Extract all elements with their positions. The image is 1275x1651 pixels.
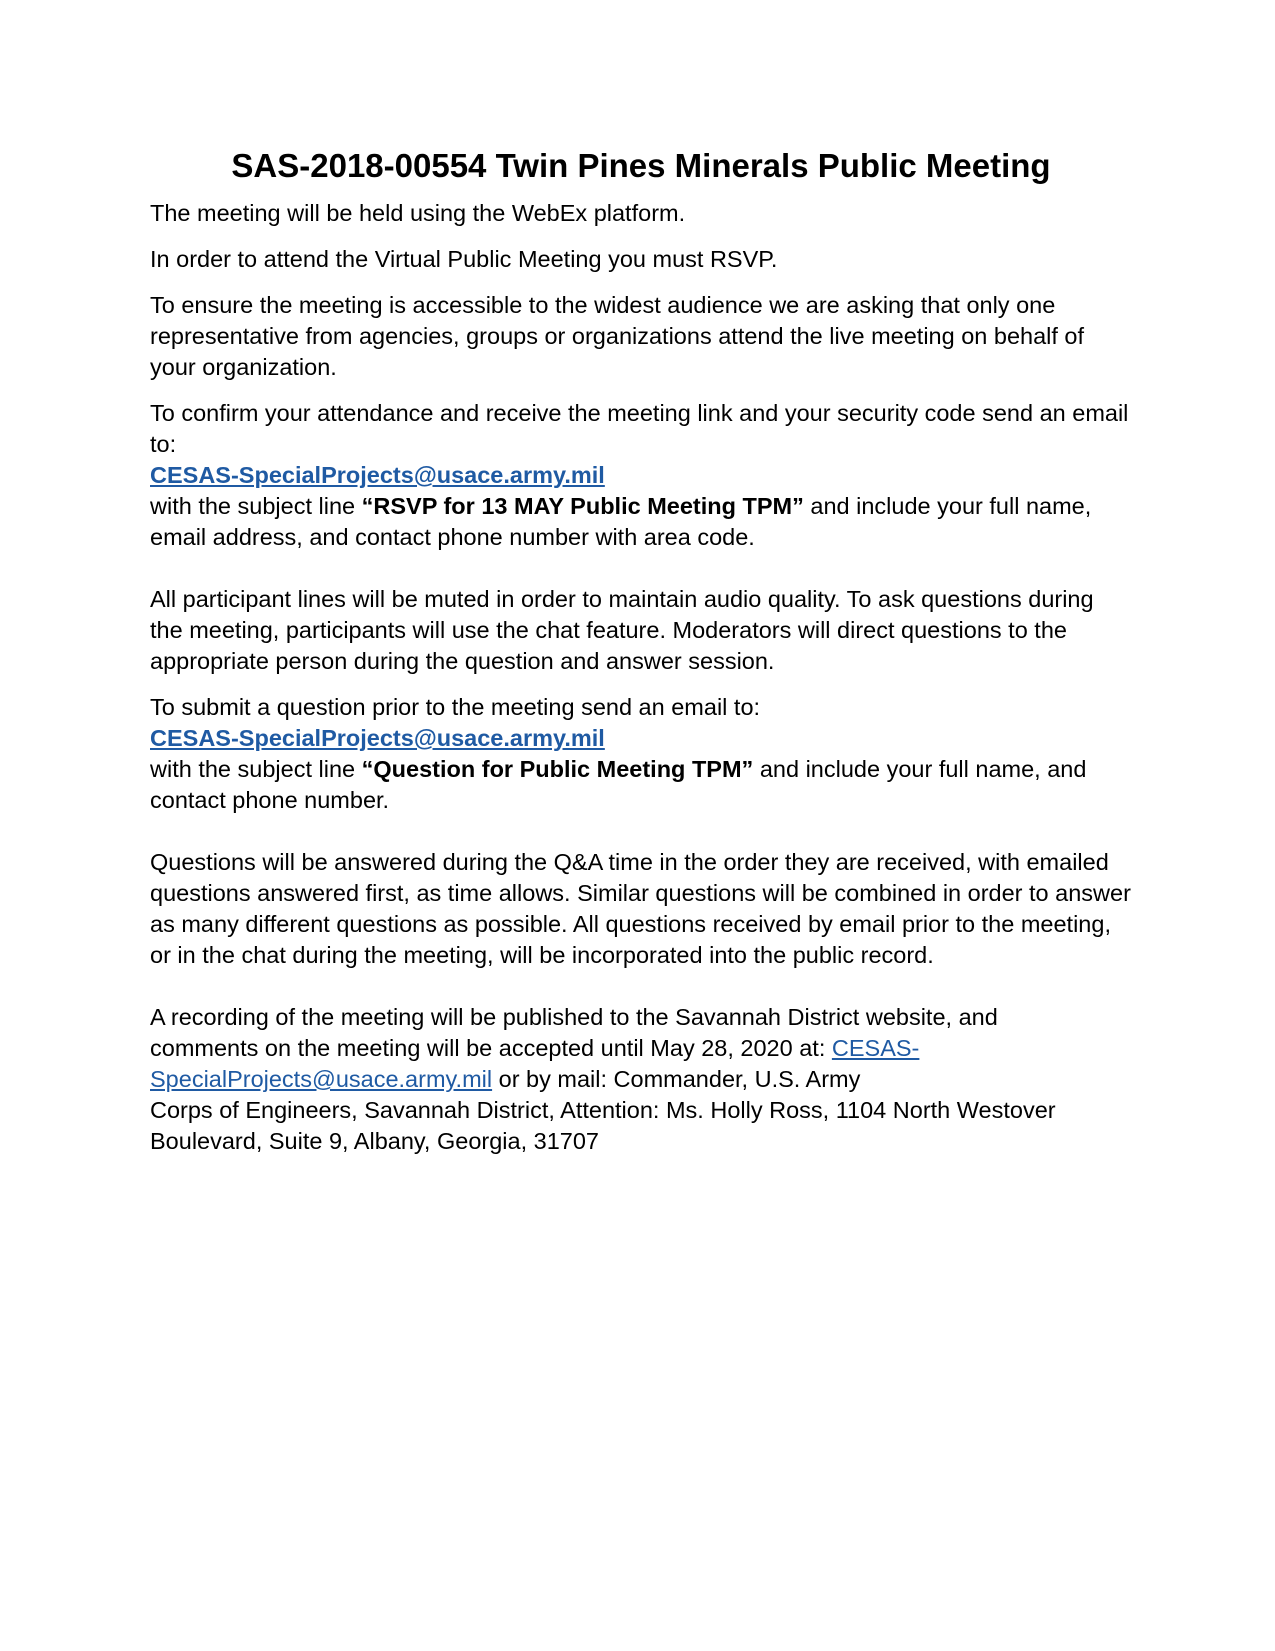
recording-line-2-prefix: comments on the meeting will be accepted until May 28, 2020 at:	[150, 1035, 832, 1061]
recording-line-3	[150, 1064, 1132, 1095]
rsvp-requirement-paragraph: In order to attend the Virtual Public Meeting you must RSVP.	[150, 246, 778, 272]
question-subject-suffix: and include your full name, and contact phone number.	[150, 756, 1087, 813]
rsvp-subject-suffix: and include your full name, email address, and contact phone number with area code.	[150, 493, 1092, 550]
question-subject-line	[150, 754, 1132, 816]
question-subject-prefix: with the subject line	[150, 756, 362, 782]
muted-lines-paragraph: All participant lines will be muted in order to maintain audio quality. To ask questions during the meeting, participants will use the chat feature. Moderators will direct questions to the appropriate person during the question and answer session.	[150, 586, 1094, 674]
comments-email-link-part-1[interactable]: CESAS-	[831, 1035, 920, 1061]
rsvp-subject: “RSVP for 13 MAY Public Meeting TPM”	[361, 493, 804, 519]
rsvp-paragraph	[150, 398, 1132, 553]
recording-line-3-suffix: or by mail: Commander, U.S. Army	[492, 1066, 861, 1092]
question-intro: To submit a question prior to the meeting send an email to:	[150, 694, 761, 720]
rsvp-intro: To confirm your attendance and receive the meeting link and your security code send an email to:	[150, 400, 1129, 457]
document-page	[150, 146, 1132, 1157]
recording-line-2	[150, 1033, 1132, 1064]
recording-line-1: A recording of the meeting will be published to the Savannah District website, and	[150, 1004, 998, 1030]
qa-paragraph: Questions will be answered during the Q&A time in the order they are received, with emailed questions answered first, as time allows. Similar questions will be combined in order to answer as many different questions as possible. All questions received by email prior to the meeting, or in the chat during the meeting, will be incorporated into the public record.	[150, 849, 1131, 968]
document-title: SAS-2018-00554 Twin Pines Minerals Public Meeting	[231, 147, 1051, 184]
rsvp-email-link[interactable]: CESAS-SpecialProjects@usace.army.mil	[150, 462, 605, 488]
rsvp-subject-prefix: with the subject line	[150, 493, 362, 519]
recording-line-4: Corps of Engineers, Savannah District, Attention: Ms. Holly Ross, 1104 North Westover	[150, 1097, 1056, 1123]
question-paragraph	[150, 692, 1132, 816]
comments-email-link-part-2[interactable]: SpecialProjects@usace.army.mil	[150, 1066, 493, 1092]
question-email-link[interactable]: CESAS-SpecialProjects@usace.army.mil	[150, 725, 605, 751]
accessibility-paragraph: To ensure the meeting is accessible to the widest audience we are asking that only one representative from agencies, groups or organizations attend the live meeting on behalf of your organization.	[150, 292, 1085, 380]
platform-paragraph: The meeting will be held using the WebEx platform.	[150, 200, 686, 226]
recording-line-5: Boulevard, Suite 9, Albany, Georgia, 31707	[150, 1128, 599, 1154]
recording-paragraph	[150, 1002, 1132, 1157]
rsvp-subject-line	[150, 491, 1132, 553]
question-subject: “Question for Public Meeting TPM”	[361, 756, 754, 782]
